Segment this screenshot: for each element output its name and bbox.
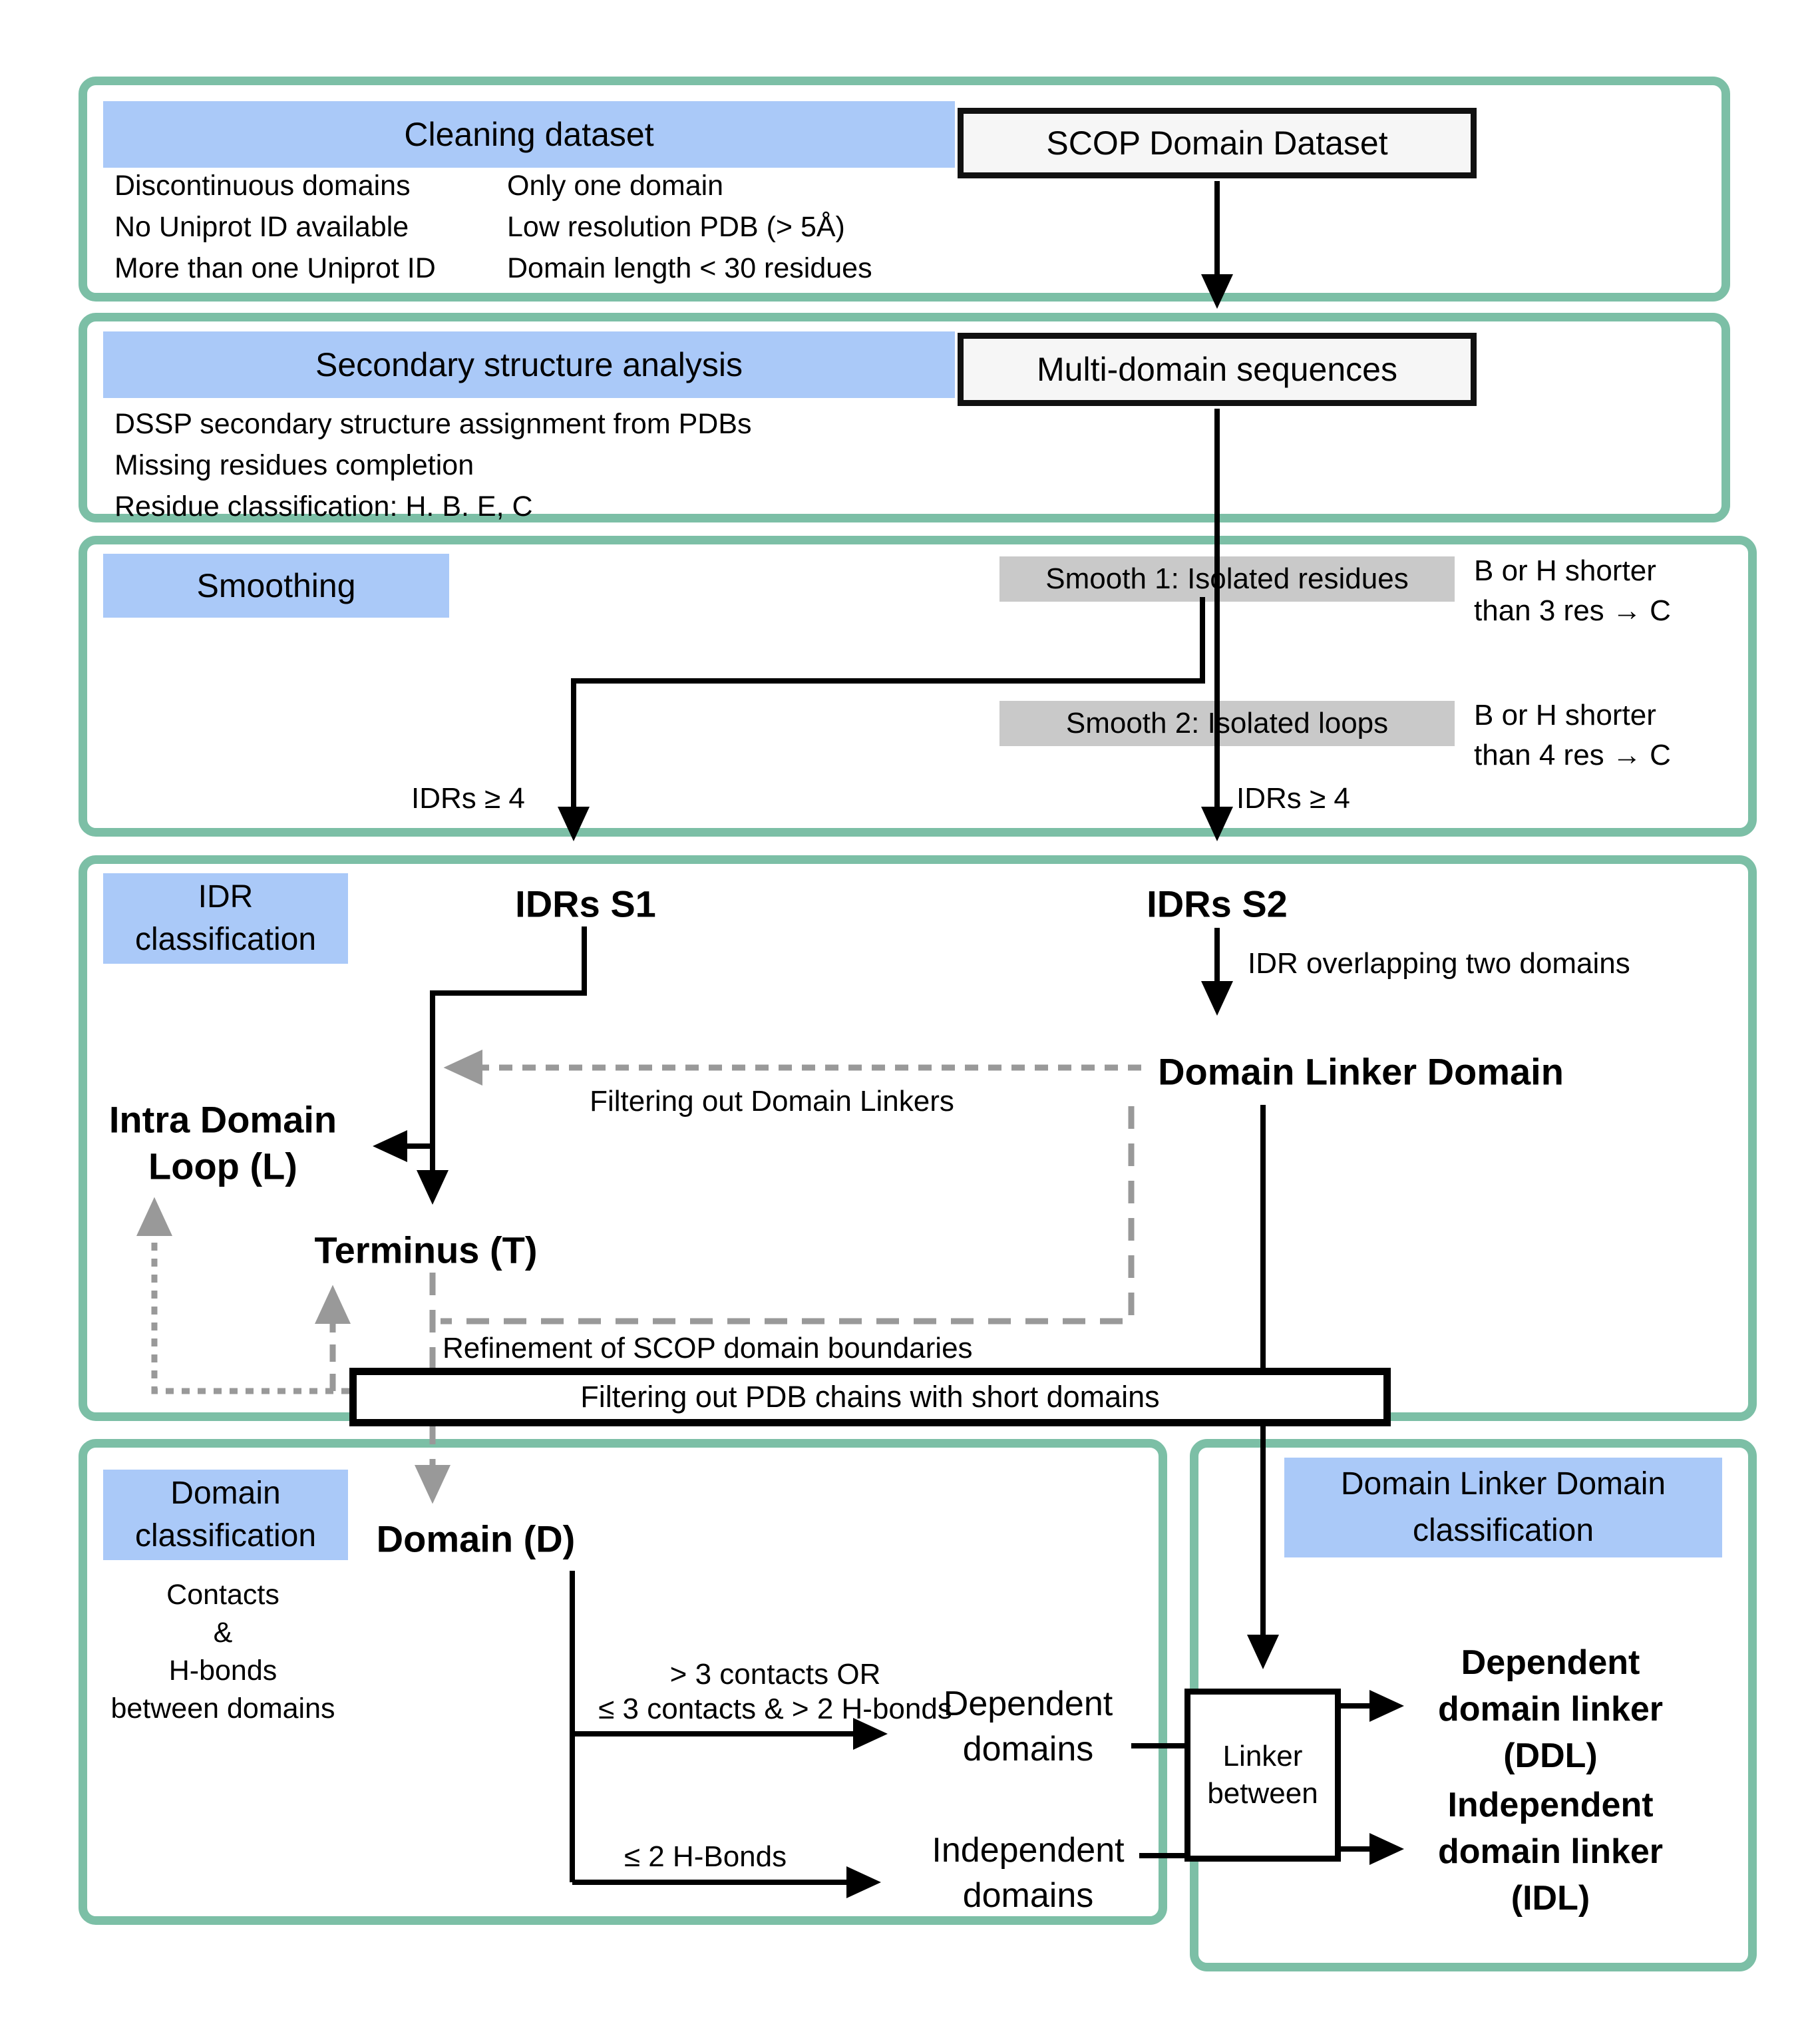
line-idrs-s1-down (433, 926, 584, 1197)
header-idr-line1: IDR (198, 879, 254, 915)
cleaning-left-item: More than one Uniprot ID (114, 252, 436, 284)
header-idr-line2: classification (134, 922, 317, 957)
cleaning-left-item: Discontinuous domains (114, 170, 411, 202)
secondary-item: Residue classification: H. B. E, C (114, 491, 533, 522)
header-domcls-line2: classification (134, 1518, 317, 1553)
idrs-s1-label: IDRs S1 (515, 883, 656, 925)
cleaning-right-item: Domain length < 30 residues (507, 252, 872, 284)
independent-domains-line2: domains (962, 1876, 1094, 1915)
smooth2-label: Smooth 2: Isolated loops (1065, 707, 1389, 739)
secondary-item: DSSP secondary structure assignment from PDBs (114, 408, 752, 440)
independent-domains-line1: Independent (932, 1831, 1125, 1870)
linker-between-box (1184, 1689, 1341, 1862)
multidomain-sequences-label: Multi-domain sequences (1037, 351, 1397, 388)
header-domain-classification (103, 1470, 348, 1560)
cleaning-left-list (114, 165, 436, 289)
smooth2-note-line: B or H shorter (1474, 699, 1656, 731)
smooth1-note-line: than 3 res → C (1474, 594, 1671, 627)
cleaning-right-list (507, 165, 872, 289)
header-cleaning (103, 101, 955, 168)
secondary-list (114, 403, 752, 527)
header-dld-line2: classification (1412, 1513, 1594, 1548)
linker-between-line1: Linker (1222, 1740, 1303, 1772)
header-secondary-label: Secondary structure analysis (315, 346, 743, 383)
domain-linker-domain-label: Domain Linker Domain (1158, 1050, 1564, 1093)
multidomain-sequences-box (958, 333, 1477, 406)
filtering-pdb-label: Filtering out PDB chains with short domains (580, 1380, 1160, 1414)
intra-domain-loop-line2: Loop (L) (148, 1145, 297, 1187)
filtering-pdb-box (349, 1368, 1391, 1426)
dependent-condition-line2: ≤ 3 contacts & > 2 H-bonds (598, 1693, 952, 1725)
dependent-condition-line1: > 3 contacts OR (669, 1658, 881, 1691)
scop-dataset-label: SCOP Domain Dataset (1046, 124, 1388, 162)
intra-domain-loop-line1: Intra Domain (108, 1098, 337, 1141)
dependent-domains-line1: Dependent (943, 1685, 1113, 1723)
criteria-line: & (213, 1617, 233, 1649)
smooth1-note-line: B or H shorter (1474, 554, 1656, 587)
header-dld-classification (1284, 1458, 1722, 1557)
header-smoothing (103, 554, 449, 618)
ddl-line2: domain linker (1437, 1690, 1664, 1729)
idr-overlap-note: IDR overlapping two domains (1248, 947, 1630, 980)
header-smoothing-label: Smoothing (196, 567, 356, 604)
ddl-line3: (DDL) (1503, 1737, 1598, 1775)
idrs-ge4-left-label: IDRs ≥ 4 (411, 782, 525, 815)
cleaning-right-item: Only one domain (507, 170, 724, 202)
arrow-branch-to-idrs-s1 (574, 597, 1202, 833)
idl-line3: (IDL) (1511, 1879, 1590, 1918)
criteria-line: between domains (110, 1693, 335, 1725)
refinement-label: Refinement of SCOP domain boundaries (443, 1332, 973, 1364)
domain-d-label: Domain (D) (376, 1518, 576, 1560)
criteria-block (103, 1576, 343, 1728)
criteria-line: Contacts (166, 1579, 279, 1611)
header-secondary (103, 331, 955, 398)
header-idr-classification (103, 873, 348, 964)
line-dld-to-refinement (441, 1106, 1131, 1321)
terminus-label: Terminus (T) (314, 1229, 538, 1271)
header-domcls-line1: Domain (170, 1476, 281, 1511)
filtering-linkers-label: Filtering out Domain Linkers (590, 1085, 954, 1118)
secondary-item: Missing residues completion (114, 449, 474, 481)
idrs-s2-label: IDRs S2 (1147, 883, 1288, 925)
ddl-line1: Dependent (1461, 1643, 1640, 1682)
smooth2-note-line: than 4 res → C (1474, 739, 1671, 771)
idl-line1: Independent (1447, 1786, 1654, 1824)
linker-between-line2: between (1207, 1777, 1318, 1810)
idrs-ge4-right-label: IDRs ≥ 4 (1236, 782, 1350, 815)
criteria-line: H-bonds (168, 1655, 277, 1687)
header-cleaning-label: Cleaning dataset (404, 116, 654, 153)
scop-dataset-box (958, 108, 1477, 178)
smooth1-note (1474, 551, 1671, 631)
smooth1-label: Smooth 1: Isolated residues (1045, 562, 1409, 595)
smooth2-note (1474, 696, 1671, 775)
cleaning-right-item: Low resolution PDB (> 5Å) (507, 211, 845, 243)
independent-condition: ≤ 2 H-Bonds (624, 1840, 787, 1873)
header-dld-line1: Domain Linker Domain (1340, 1466, 1666, 1502)
idl-line2: domain linker (1437, 1832, 1664, 1871)
cleaning-left-item: No Uniprot ID available (114, 211, 409, 243)
dependent-domains-line2: domains (962, 1730, 1094, 1768)
